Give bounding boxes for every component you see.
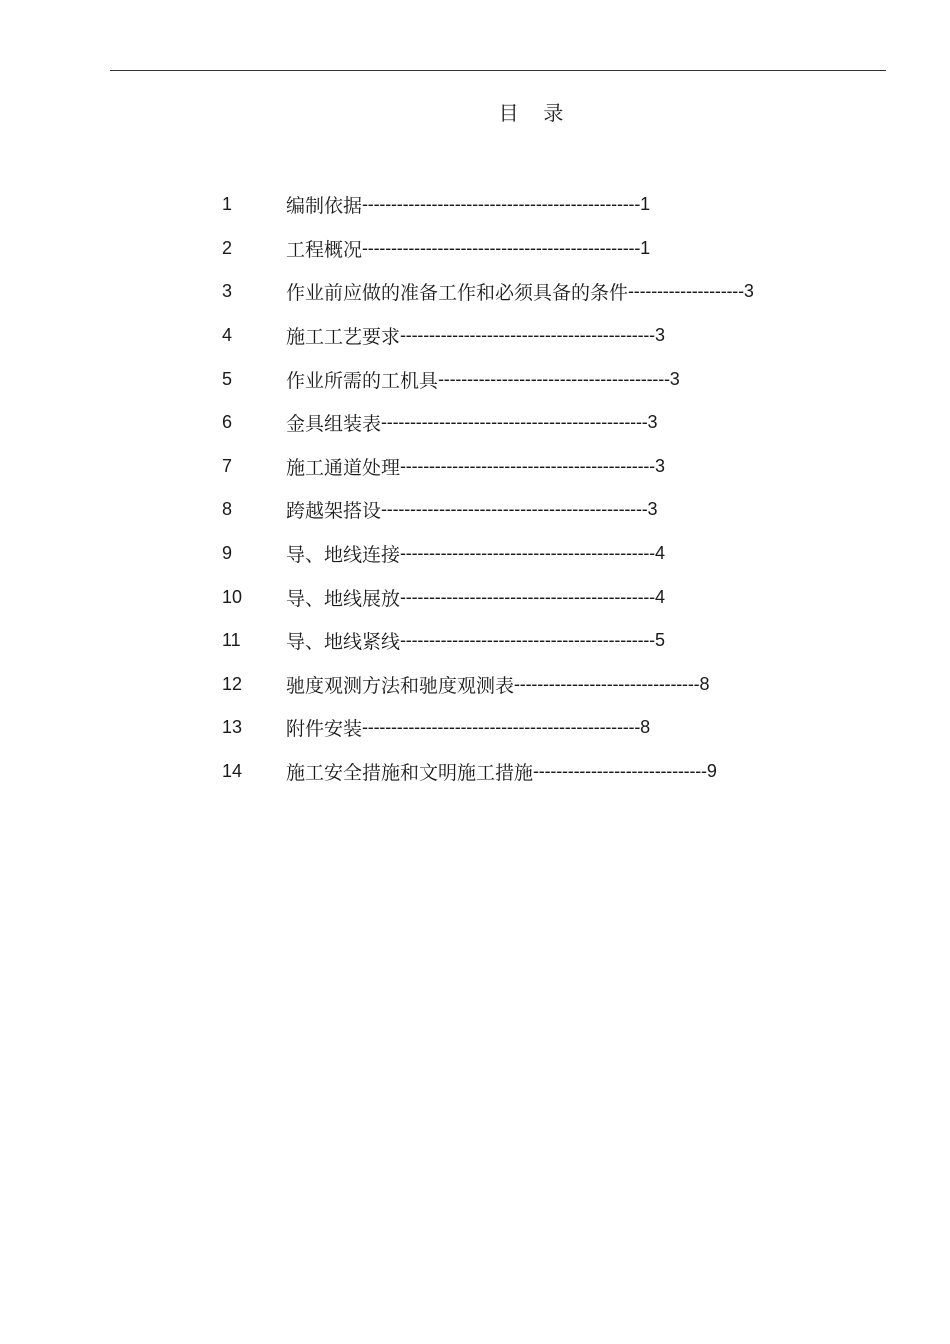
toc-entry[interactable] (222, 575, 922, 619)
toc-entry-leader: ------------------------------ (533, 761, 707, 782)
toc-entry-title: 编制依据 (286, 195, 363, 218)
toc-entry-leader: ---------------------------------------------- (381, 499, 648, 520)
toc-entry-page-number: 3 (654, 455, 665, 476)
toc-entry-leader: ------------------------------------------------ (362, 194, 641, 215)
toc-entry-leader: -------------------------------------------- (400, 586, 655, 607)
toc-entry-number: 9 (222, 543, 233, 564)
toc-entry-page-number: 9 (706, 761, 717, 782)
toc-entry-leader: -------------------------------------------- (400, 325, 655, 346)
toc-entry-leader: -------------------------------------------- (400, 543, 655, 564)
toc-entry[interactable] (222, 750, 922, 794)
toc-entry[interactable] (222, 270, 922, 314)
toc-entry-title: 导、地线紧线 (286, 631, 401, 654)
toc-entry-leader: ---------------------------------------- (438, 368, 670, 389)
toc-title: 目 录 (498, 101, 568, 125)
toc-entry-title: 施工安全措施和文明施工措施 (286, 762, 534, 785)
toc-entry-number: 1 (222, 194, 233, 215)
toc-entry-title: 驰度观测方法和驰度观测表 (286, 674, 515, 697)
toc-entry-number: 3 (222, 281, 233, 302)
toc-entry-title: 施工通道处理 (286, 456, 401, 479)
toc-entry-number: 8 (222, 499, 233, 520)
toc-entry-page-number: 1 (640, 237, 651, 258)
toc-entry-number: 10 (222, 586, 243, 607)
toc-entry-title: 作业所需的工机具 (286, 369, 439, 392)
toc-entry[interactable] (222, 227, 922, 271)
toc-entry[interactable] (222, 445, 922, 489)
toc-entry-page-number: 5 (654, 630, 665, 651)
toc-entry[interactable] (222, 183, 922, 227)
toc-entry-number: 4 (222, 325, 233, 346)
toc-entry-leader: -------------------- (628, 281, 744, 302)
toc-entry[interactable] (222, 663, 922, 707)
toc-entry-title: 工程概况 (286, 238, 363, 261)
toc-entry-page-number: 1 (640, 194, 651, 215)
toc-entry[interactable] (222, 401, 922, 445)
toc-entry-leader: -------------------------------------------- (400, 630, 655, 651)
toc-entry[interactable] (222, 532, 922, 576)
toc-entry-number: 2 (222, 237, 233, 258)
toc-entry-title: 导、地线展放 (286, 587, 401, 610)
toc-entry-title: 附件安装 (286, 718, 363, 741)
toc-entry-page-number: 3 (669, 368, 680, 389)
toc-entry-number: 14 (222, 761, 243, 782)
toc-entry-leader: ------------------------------------------------ (362, 717, 641, 738)
toc-entry-leader: -------------------------------- (514, 673, 700, 694)
toc-list (222, 183, 922, 793)
toc-entry-number: 6 (222, 412, 233, 433)
toc-entry-page-number: 3 (647, 412, 658, 433)
toc-entry[interactable] (222, 619, 922, 663)
toc-entry[interactable] (222, 488, 922, 532)
toc-entry[interactable] (222, 706, 922, 750)
toc-entry-number: 5 (222, 368, 233, 389)
toc-entry-title: 金具组装表 (286, 413, 382, 436)
toc-entry-page-number: 8 (640, 717, 651, 738)
toc-entry-number: 12 (222, 673, 243, 694)
header-rule (110, 70, 886, 71)
toc-entry-page-number: 8 (699, 673, 710, 694)
toc-entry-title: 跨越架搭设 (286, 500, 382, 523)
toc-entry-title: 导、地线连接 (286, 544, 401, 567)
toc-entry-page-number: 4 (654, 586, 665, 607)
toc-entry-page-number: 3 (743, 281, 754, 302)
toc-entry-page-number: 3 (654, 325, 665, 346)
toc-entry-page-number: 3 (647, 499, 658, 520)
toc-entry-number: 13 (222, 717, 243, 738)
toc-entry-leader: ------------------------------------------------ (362, 237, 641, 258)
toc-entry-number: 7 (222, 455, 233, 476)
toc-entry-title: 作业前应做的准备工作和必须具备的条件 (286, 282, 629, 305)
toc-entry[interactable] (222, 357, 922, 401)
toc-entry-leader: -------------------------------------------- (400, 455, 655, 476)
toc-entry[interactable] (222, 314, 922, 358)
toc-entry-page-number: 4 (654, 543, 665, 564)
toc-entry-number: 11 (222, 630, 241, 651)
toc-entry-title: 施工工艺要求 (286, 326, 401, 349)
toc-entry-leader: ---------------------------------------------- (381, 412, 648, 433)
